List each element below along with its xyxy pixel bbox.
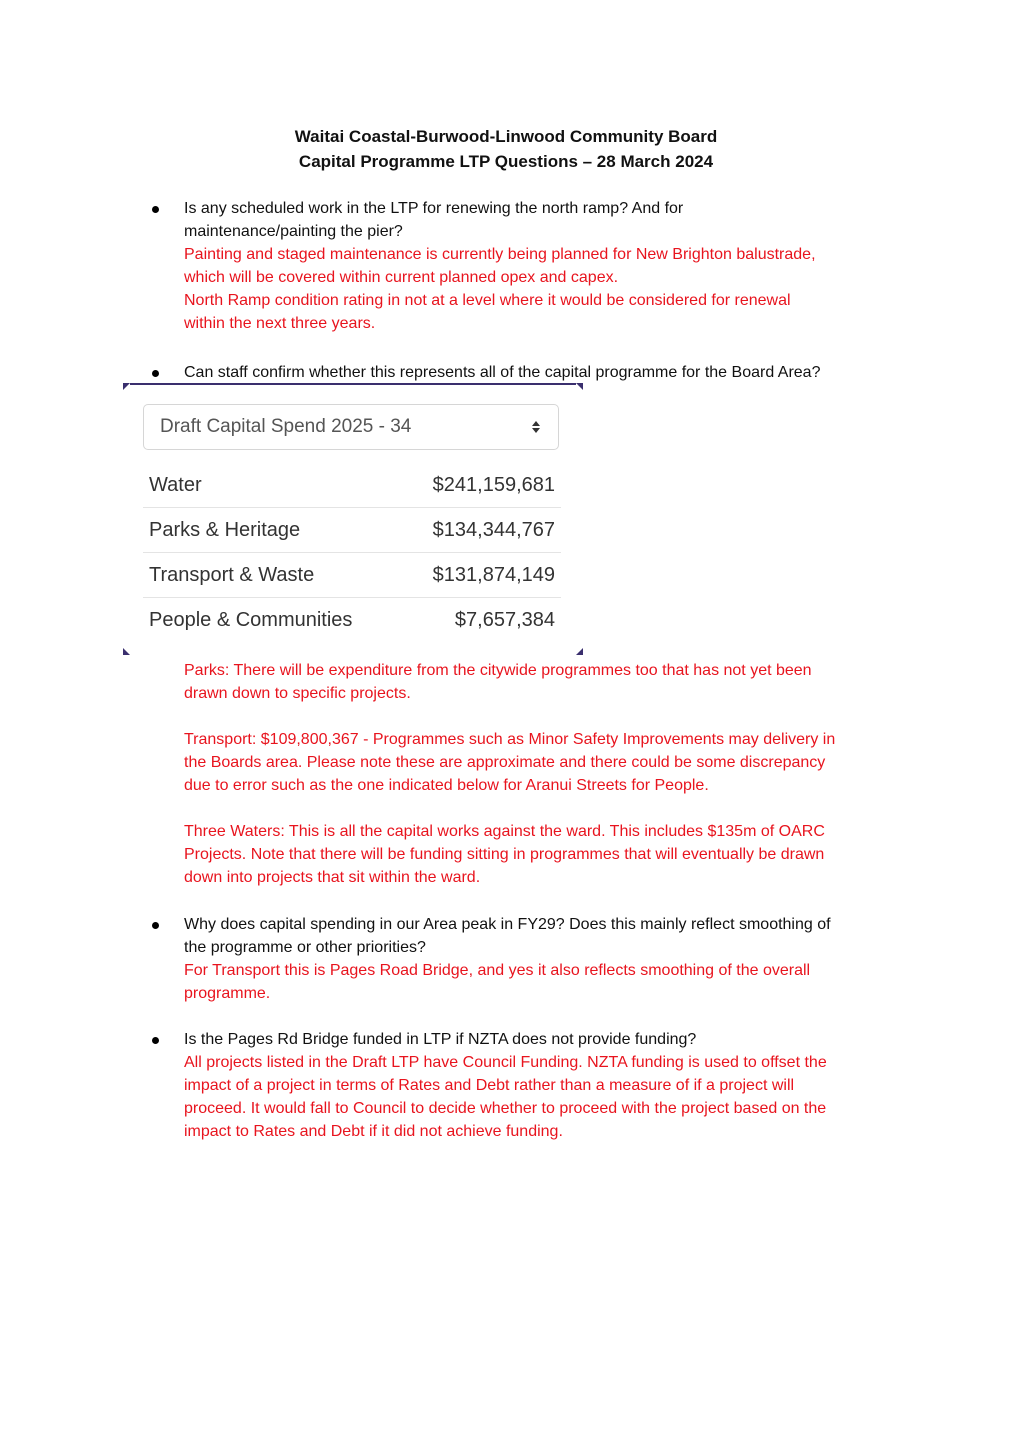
answer-text: within the next three years.	[184, 315, 376, 332]
category-label: Parks & Heritage	[149, 518, 301, 541]
question-text: Why does capital spending in our Area peak in FY29? Does this mainly reflect smoothing of	[184, 916, 831, 933]
answer-text: All projects listed in the Draft LTP have Council Funding. NZTA funding is used to offset the	[184, 1054, 827, 1071]
table-row	[143, 508, 561, 553]
answer-text: impact of a project in terms of Rates and Debt rather than a measure of if a project will	[184, 1077, 795, 1094]
select-arrows-icon	[530, 421, 542, 433]
answer-parks	[152, 659, 902, 705]
question-block-4	[152, 1028, 902, 1143]
answer-text: Transport: $109,800,367 - Programmes such as Minor Safety Improvements may delivery in	[184, 731, 836, 748]
crop-corner-icon	[123, 383, 130, 390]
answer-text: programme.	[184, 985, 271, 1002]
question-text: the programme or other priorities?	[184, 939, 426, 956]
category-label: People & Communities	[149, 608, 353, 631]
table-row	[143, 463, 561, 508]
answer-text: the Boards area. Please note these are approximate and there could be some discrepancy	[184, 754, 826, 771]
bullet-icon	[152, 370, 159, 377]
capital-spend-widget	[123, 383, 583, 655]
crop-corner-icon	[576, 383, 583, 390]
answer-text: due to error such as the one indicated below for Aranui Streets for People.	[184, 777, 709, 794]
answer-text: Three Waters: This is all the capital works against the ward. This includes $135m of OARC	[184, 823, 825, 840]
question-text: maintenance/painting the pier?	[184, 223, 403, 240]
question-text: Is any scheduled work in the LTP for renewing the north ramp? And for	[184, 200, 684, 217]
answer-text: impact to Rates and Debt if it did not achieve funding.	[184, 1123, 563, 1140]
question-block-3	[152, 913, 902, 1005]
answer-text: which will be covered within current planned opex and capex.	[184, 269, 619, 286]
answer-text: Parks: There will be expenditure from the citywide programmes too that has not yet been	[184, 662, 812, 679]
table-row	[143, 553, 561, 598]
category-label: Transport & Waste	[149, 563, 315, 586]
answer-text: drawn down to specific projects.	[184, 685, 411, 702]
category-value: $241,159,681	[432, 473, 555, 496]
category-value: $7,657,384	[454, 608, 555, 631]
capital-spend-select[interactable]	[143, 404, 559, 450]
bullet-icon	[152, 922, 159, 929]
answer-three-waters	[152, 820, 902, 889]
capital-spend-table	[143, 463, 561, 642]
category-label: Water	[149, 473, 202, 496]
answer-text: Painting and staged maintenance is currently being planned for New Brighton balustrade,	[184, 246, 816, 263]
question-2-answers	[152, 659, 902, 889]
answer-text: North Ramp condition rating in not at a level where it would be considered for renewal	[184, 292, 791, 309]
answer-transport	[152, 728, 902, 797]
table-row	[143, 598, 561, 642]
select-value: Draft Capital Spend 2025 - 34	[160, 416, 412, 437]
document-title: Waitai Coastal-Burwood-Linwood Community Board	[294, 127, 718, 146]
answer-text: proceed. It would fall to Council to decide whether to proceed with the project based on the	[184, 1100, 827, 1117]
bullet-icon	[152, 1037, 159, 1044]
category-value: $131,874,149	[432, 563, 555, 586]
answer-text: down into projects that sit within the ward.	[184, 869, 481, 886]
crop-corner-icon	[576, 648, 583, 655]
question-text: Can staff confirm whether this represents all of the capital programme for the Board Area?	[184, 364, 821, 381]
question-text: Is the Pages Rd Bridge funded in LTP if NZTA does not provide funding?	[184, 1031, 697, 1048]
document-subtitle: Capital Programme LTP Questions – 28 March 2024	[298, 152, 714, 171]
crop-corner-icon	[123, 648, 130, 655]
frame-line	[130, 383, 576, 385]
answer-text: Projects. Note that there will be funding sitting in programmes that will eventually be drawn	[184, 846, 825, 863]
category-value: $134,344,767	[432, 518, 555, 541]
question-block-2	[152, 361, 902, 384]
bullet-icon	[152, 206, 159, 213]
answer-text: For Transport this is Pages Road Bridge, and yes it also reflects smoothing of the overall	[184, 962, 811, 979]
question-block-1	[152, 197, 902, 335]
